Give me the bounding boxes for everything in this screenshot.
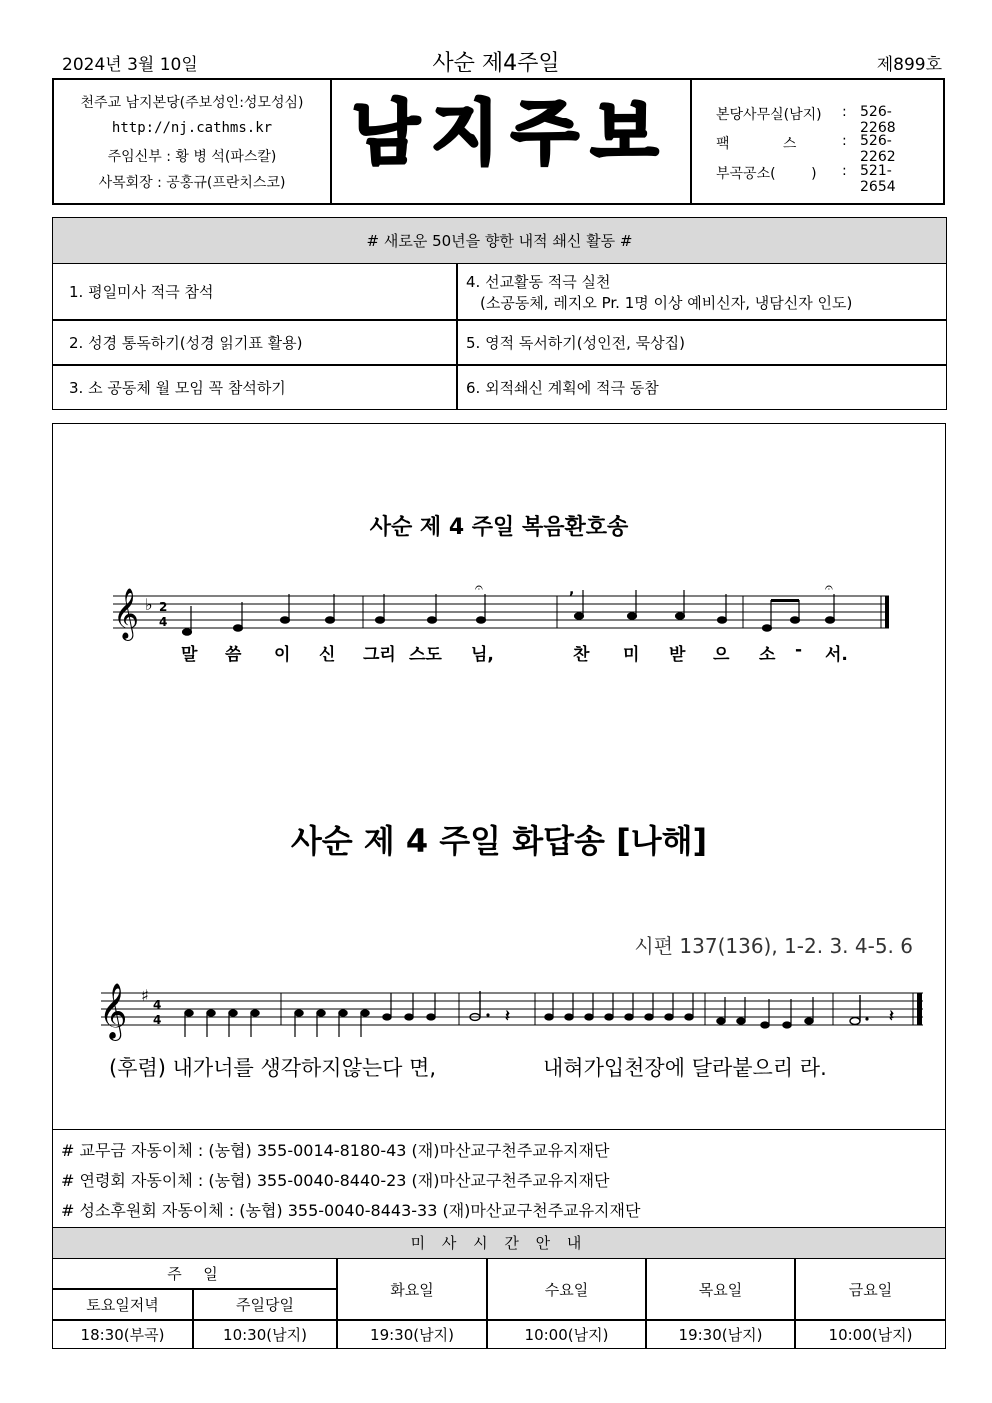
psalm-title: 사순 제 4 주일 화답송 [나해] bbox=[290, 822, 708, 860]
renewal-item: 3. 소 공동체 월 모임 꼭 참석하기 bbox=[69, 378, 286, 397]
office-phone: 526-2262 bbox=[860, 133, 896, 165]
mass-day-header: 목요일 bbox=[698, 1280, 743, 1299]
mass-time: 19:30(남지) bbox=[370, 1325, 454, 1344]
psalm-score bbox=[93, 979, 933, 1049]
parish-info bbox=[54, 80, 332, 203]
psalm-refrain-lyric: (후렴) 내가너를 생각하지않는다 면, bbox=[109, 1056, 437, 1080]
mass-day-header: 주일당일 bbox=[236, 1295, 294, 1314]
svg-text:𝄞: 𝄞 bbox=[99, 983, 128, 1039]
gospel-lyric: 스도 bbox=[409, 645, 442, 665]
renewal-item: 4. 선교활동 적극 실천 (소공동체, 레지오 Pr. 1명 이상 예비신자, 냉담신자 인도) bbox=[466, 272, 853, 312]
gospel-lyric: 으 bbox=[713, 645, 730, 665]
renewal-item: 2. 성경 통독하기(성경 읽기표 활용) bbox=[69, 333, 303, 352]
psalm-reference: 시편 137(136), 1-2. 3. 4-5. 6 bbox=[634, 934, 913, 958]
office-phone: 521-2654 bbox=[860, 163, 896, 195]
sunday-group-header: 주 일 bbox=[167, 1265, 222, 1283]
gospel-lyric: 받 bbox=[669, 645, 686, 665]
week-title: 사순 제4주일 bbox=[432, 51, 560, 76]
svg-text:4: 4 bbox=[153, 1013, 162, 1027]
psalm-refrain-lyric: 내혀가입천장에 달라붙으리 라. bbox=[543, 1056, 827, 1080]
svg-text:,: , bbox=[569, 582, 575, 598]
masthead-box bbox=[52, 78, 945, 205]
svg-text:♭: ♭ bbox=[145, 595, 153, 614]
chant-section bbox=[52, 423, 946, 1130]
office-phone: 526-2268 bbox=[860, 104, 896, 136]
gospel-lyric: 찬 bbox=[573, 645, 590, 665]
office-label: 본당사무실(남지) bbox=[716, 107, 822, 123]
account-line: # 연령회 자동이체 : (농협) 355-0040-8440-23 (재)마산교구천주교유지재단 bbox=[61, 1171, 610, 1190]
gospel-lyric: 님, bbox=[471, 645, 494, 665]
renewal-title: # 새로운 50년을 향한 내적 쇄신 활동 # bbox=[53, 218, 946, 264]
gospel-lyric: 서. bbox=[825, 645, 848, 665]
gospel-score bbox=[105, 582, 895, 682]
svg-text:♯: ♯ bbox=[141, 986, 149, 1005]
renewal-activities-table bbox=[52, 217, 947, 410]
svg-text:4: 4 bbox=[159, 615, 168, 629]
office-contacts: 본당사무실(남지) : 526-2268 팩 스 : 526-2262 부곡공소( ) : 521-2654 bbox=[692, 80, 945, 203]
mass-time: 19:30(남지) bbox=[678, 1325, 763, 1344]
account-line: # 성소후원회 자동이체 : (농협) 355-0040-8443-33 (재)마산교구천주교유지재단 bbox=[61, 1201, 641, 1220]
account-line: # 교무금 자동이체 : (농협) 355-0014-8180-43 (재)마산교구천주교유지재단 bbox=[61, 1141, 610, 1160]
mass-day-header: 화요일 bbox=[390, 1280, 434, 1299]
renewal-item: 1. 평일미사 적극 참석 bbox=[69, 283, 214, 301]
mass-time: 18:30(부곡) bbox=[80, 1325, 165, 1344]
svg-text:2: 2 bbox=[159, 600, 168, 614]
office-label: 부곡공소( ) bbox=[716, 166, 817, 182]
mass-time: 10:00(남지) bbox=[524, 1325, 609, 1344]
gospel-acclamation-title: 사순 제 4 주일 복음환호송 bbox=[369, 515, 629, 540]
renewal-item: 5. 영적 독서하기(성인전, 묵상집) bbox=[466, 333, 685, 352]
office-label: 팩 스 bbox=[716, 136, 797, 152]
auto-transfer-accounts bbox=[52, 1130, 946, 1227]
parish-url[interactable]: http://nj.cathms.kr bbox=[111, 120, 273, 136]
svg-text:𝄞: 𝄞 bbox=[113, 588, 140, 639]
svg-text:4: 4 bbox=[153, 998, 162, 1012]
mass-time: 10:30(남지) bbox=[223, 1325, 307, 1344]
mass-time: 10:00(남지) bbox=[828, 1325, 913, 1344]
gospel-lyric: - bbox=[795, 640, 803, 660]
gospel-lyric: 이 bbox=[274, 645, 291, 665]
renewal-item: 6. 외적쇄신 계획에 적극 동참 bbox=[466, 378, 659, 397]
mass-schedule-title: 미 사 시 간 안 내 bbox=[53, 1228, 945, 1259]
mass-day-header: 금요일 bbox=[848, 1280, 893, 1299]
issue-date: 2024년 3월 10일 bbox=[62, 55, 198, 75]
svg-text:𝄽: 𝄽 bbox=[889, 1006, 894, 1025]
masthead-title: 남지주보 bbox=[351, 91, 671, 174]
masthead-title-cell bbox=[332, 80, 692, 203]
gospel-lyric: 말 bbox=[181, 645, 198, 665]
mass-schedule-table bbox=[52, 1227, 946, 1349]
gospel-lyric: 소 bbox=[759, 645, 776, 665]
mass-day-header: 수요일 bbox=[544, 1280, 589, 1299]
issue-number: 제899호 bbox=[876, 55, 942, 75]
gospel-lyric: 씀 bbox=[225, 645, 242, 665]
gospel-lyric: 그리 bbox=[363, 645, 396, 665]
svg-text:𝄐: 𝄐 bbox=[475, 582, 483, 596]
pastor-name: 주임신부 : 황 병 석(파스칼) bbox=[107, 149, 277, 165]
council-president: 사목회장 : 공홍규(프란치스코) bbox=[98, 175, 286, 191]
svg-text:𝄽: 𝄽 bbox=[505, 1006, 510, 1025]
gospel-lyric: 신 bbox=[319, 645, 336, 665]
svg-text:𝄐: 𝄐 bbox=[825, 582, 833, 596]
parish-name: 천주교 남지본당(주보성인:성모성심) bbox=[80, 95, 304, 111]
mass-day-header: 토요일저녁 bbox=[86, 1295, 159, 1314]
gospel-lyric: 미 bbox=[623, 645, 640, 665]
